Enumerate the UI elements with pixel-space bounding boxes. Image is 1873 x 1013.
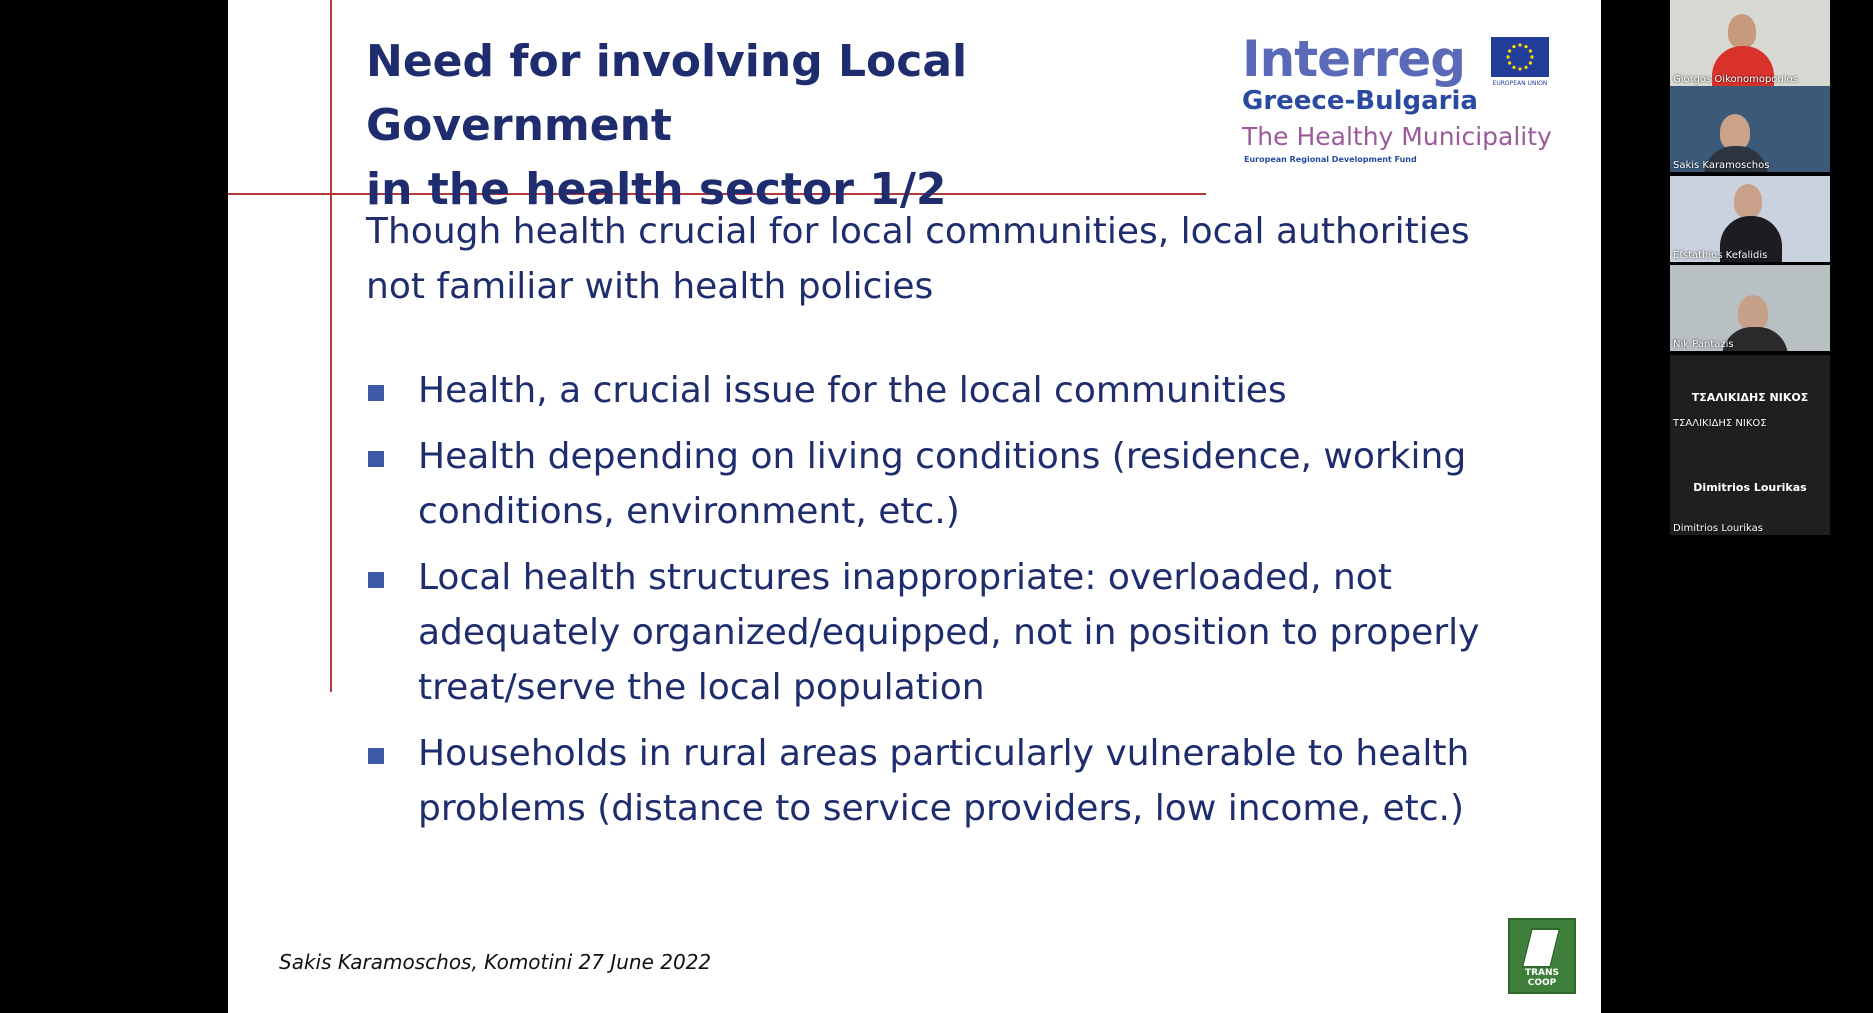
- title-line-2: in the health sector 1/2: [366, 164, 947, 215]
- participants-panel: [1670, 0, 1830, 535]
- participant-name: Efstathios Kefalidis: [1673, 250, 1768, 261]
- eu-flag-icon: [1491, 37, 1549, 77]
- participant-name: ΤΣΑΛΙΚΙΔΗΣ ΝΙΚΟΣ: [1673, 418, 1767, 429]
- interreg-brand: Interreg: [1242, 30, 1466, 88]
- participant-video-tile[interactable]: [1670, 0, 1830, 86]
- participant-name: Nik Pantazis: [1673, 339, 1734, 350]
- bullet-square-icon: [368, 748, 384, 764]
- program-name: Greece-Bulgaria: [1242, 86, 1478, 116]
- list-item: [366, 726, 1526, 836]
- slide-intro: Though health crucial for local communities, local authorities not familiar with health policies: [366, 211, 1470, 307]
- trans-coop-logo: [1508, 918, 1576, 994]
- project-name: The Healthy Municipality: [1242, 122, 1552, 151]
- slide-title: [366, 30, 1246, 222]
- participant-display-name: ΤΣΑΛΙΚΙΔΗΣ ΝΙΚΟΣ: [1691, 391, 1809, 404]
- participant-video-tile[interactable]: [1670, 86, 1830, 172]
- list-item: [366, 550, 1526, 715]
- participant-name: Sakis Karamoschos: [1673, 160, 1770, 171]
- list-item: [366, 363, 1526, 418]
- participant-video-tile[interactable]: [1670, 445, 1830, 535]
- list-item: [366, 429, 1526, 539]
- participant-display-name: Dimitrios Lourikas: [1693, 481, 1807, 494]
- participant-video-tile[interactable]: [1670, 355, 1830, 445]
- eu-label: EUROPEAN UNION: [1492, 80, 1548, 87]
- trans-coop-label: TRANS COOP: [1524, 968, 1560, 988]
- bullet-square-icon: [368, 385, 384, 401]
- bullet-list: [366, 363, 1526, 847]
- bullet-square-icon: [368, 572, 384, 588]
- presentation-slide: [228, 0, 1601, 1013]
- participant-name: Giorgos Oikonomopoulos: [1673, 74, 1798, 85]
- bullet-square-icon: [368, 451, 384, 467]
- title-line-1: Need for involving Local Government: [366, 36, 968, 151]
- participant-video-tile[interactable]: [1670, 176, 1830, 262]
- person-avatar: [1720, 114, 1750, 150]
- slide-footer: Sakis Karamoschos, Komotini 27 June 2022: [279, 950, 712, 974]
- participant-video-tile[interactable]: [1670, 265, 1830, 351]
- bullet-text: Health, a crucial issue for the local communities: [418, 370, 1287, 411]
- bullet-text: Local health structures inappropriate: overloaded, not adequately organized/equipped, not in position to properly treat/serve the local population: [418, 557, 1480, 708]
- person-avatar: [1728, 14, 1756, 48]
- bullet-text: Health depending on living conditions (residence, working conditions, environment, etc.): [418, 436, 1467, 532]
- document-icon: [1521, 928, 1561, 968]
- person-avatar: [1738, 295, 1768, 331]
- slide-vertical-divider: [330, 0, 332, 692]
- bullet-text: Households in rural areas particularly vulnerable to health problems (distance to service providers, low income, etc.): [418, 733, 1470, 829]
- participant-name: Dimitrios Lourikas: [1673, 523, 1764, 534]
- fund-name: European Regional Development Fund: [1244, 155, 1417, 164]
- interreg-logo: [1242, 30, 1557, 170]
- person-avatar: [1734, 184, 1762, 218]
